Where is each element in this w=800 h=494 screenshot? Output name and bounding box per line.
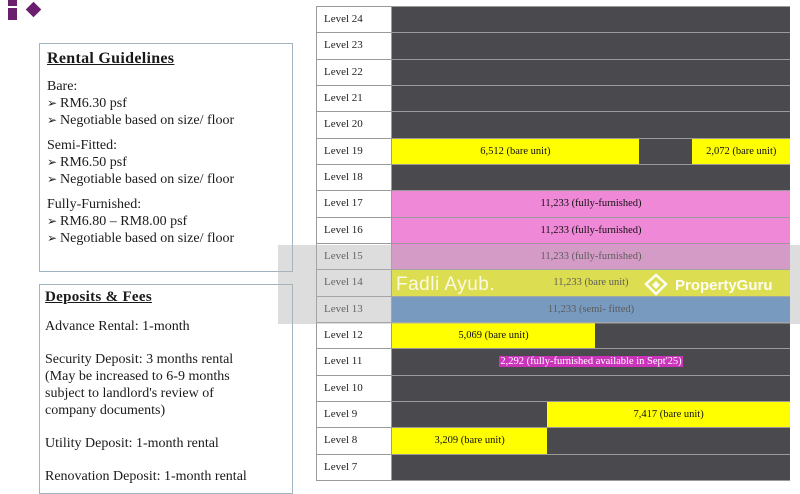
deposits-fees-list	[45, 318, 287, 485]
guideline-bullet-text: RM6.30 psf	[60, 96, 127, 111]
floor-row	[317, 455, 790, 481]
rental-guidelines-panel	[39, 43, 293, 272]
guideline-bullet-text: RM6.50 psf	[60, 155, 127, 170]
available-unit-segment	[692, 139, 790, 164]
unit-size-label: 7,417 (bare unit)	[633, 409, 704, 420]
guideline-bullet-text: Negotiable based on size/ floor	[60, 172, 235, 187]
floor-level-label: Level 9	[317, 402, 392, 427]
occupied-space-bar	[392, 165, 790, 190]
occupied-space-bar	[392, 7, 790, 32]
floor-level-label: Level 12	[317, 323, 392, 348]
guideline-bullet	[47, 95, 285, 112]
floor-row	[317, 165, 790, 191]
floor-level-label: Level 18	[317, 165, 392, 190]
floor-row	[317, 7, 790, 33]
floor-row	[317, 218, 790, 244]
unit-size-label: 2,292 (fully-furnished available in Sept'25)	[500, 356, 682, 368]
watermark-brand-label: PropertyGuru	[675, 276, 773, 294]
unit-size-label: 11,233 (fully-furnished)	[540, 224, 642, 236]
occupied-space-bar	[392, 112, 790, 137]
guideline-group-heading: Fully-Furnished:	[47, 197, 142, 212]
floor-row	[317, 60, 790, 86]
floor-row	[317, 112, 790, 138]
guideline-group-heading: Bare:	[47, 79, 78, 94]
unit-size-label: 2,072 (bare unit)	[706, 145, 777, 157]
floor-level-label: Level 14	[317, 270, 392, 295]
floor-row	[317, 376, 790, 402]
floor-level-label: Level 13	[317, 297, 392, 322]
available-unit-segment	[392, 323, 595, 348]
arrow-bullet-icon: ➢	[47, 155, 58, 169]
floor-row	[317, 402, 790, 428]
floor-level-label: Level 24	[317, 7, 392, 32]
arrow-bullet-icon: ➢	[47, 231, 58, 245]
floor-row	[317, 86, 790, 112]
floor-level-label: Level 20	[317, 112, 392, 137]
unit-size-label: 11,233 (bare unit)	[553, 277, 629, 289]
floor-row	[317, 349, 790, 375]
floor-level-label: Level 22	[317, 60, 392, 85]
floor-level-label: Level 10	[317, 376, 392, 401]
floor-level-label: Level 21	[317, 86, 392, 111]
available-unit-segment	[392, 244, 790, 269]
occupied-space-bar	[392, 455, 790, 480]
guideline-bullet	[47, 112, 285, 129]
occupied-space-bar	[392, 60, 790, 85]
watermark-brand	[643, 272, 773, 298]
floor-availability-table	[316, 6, 790, 481]
guideline-bullet	[47, 154, 285, 171]
floor-level-label: Level 8	[317, 428, 392, 453]
guideline-group	[47, 78, 285, 129]
floor-row	[317, 297, 790, 323]
floor-row	[317, 33, 790, 59]
occupied-space-bar	[392, 86, 790, 111]
unit-size-label: 6,512 (bare unit)	[480, 145, 551, 157]
floor-level-label: Level 7	[317, 455, 392, 480]
floor-level-label: Level 17	[317, 191, 392, 216]
unit-size-label: 5,069 (bare unit)	[458, 330, 529, 341]
guideline-bullet-text: Negotiable based on size/ floor	[60, 231, 235, 246]
guideline-bullet-text: RM6.80 – RM8.00 psf	[60, 214, 188, 229]
deposit-item: Security Deposit: 3 months rental (May be increased to 6-9 months subject to landlord's review of company documents)	[45, 352, 234, 418]
available-unit-segment	[392, 191, 790, 216]
guideline-bullet	[47, 171, 285, 188]
unit-size-label: 11,233 (fully-furnished)	[540, 251, 642, 262]
deposit-item: Utility Deposit: 1-month rental	[45, 436, 219, 451]
floor-row	[317, 139, 790, 165]
deposit-item: Renovation Deposit: 1-month rental	[45, 469, 247, 484]
rental-guidelines-list	[47, 78, 285, 247]
guideline-group-heading: Semi-Fitted:	[47, 138, 117, 153]
floor-row	[317, 244, 790, 270]
watermark-agent-name: Fadli Ayub.	[396, 274, 496, 295]
floor-row	[317, 428, 790, 454]
propertyguru-icon	[643, 272, 669, 298]
guideline-bullet	[47, 230, 285, 247]
occupied-space-bar	[392, 33, 790, 58]
available-unit-segment	[392, 428, 547, 453]
available-unit-segment	[392, 297, 790, 322]
arrow-bullet-icon: ➢	[47, 214, 58, 228]
guideline-group	[47, 137, 285, 188]
guideline-bullet	[47, 213, 285, 230]
floor-row	[317, 191, 790, 217]
floor-level-label: Level 23	[317, 33, 392, 58]
deposits-fees-title: Deposits & Fees	[45, 289, 152, 305]
guideline-bullet-text: Negotiable based on size/ floor	[60, 113, 235, 128]
arrow-bullet-icon: ➢	[47, 96, 58, 110]
unit-size-label: 3,209 (bare unit)	[434, 435, 505, 447]
deposit-item: Advance Rental: 1-month	[45, 319, 190, 334]
available-unit-segment	[392, 139, 639, 164]
floor-row	[317, 323, 790, 349]
deposits-fees-panel	[39, 284, 293, 494]
floor-level-label: Level 16	[317, 218, 392, 243]
available-unit-segment	[392, 218, 790, 243]
floor-level-label: Level 11	[317, 349, 392, 374]
floor-level-label: Level 19	[317, 139, 392, 164]
available-unit-segment	[547, 402, 790, 427]
rental-guidelines-title: Rental Guidelines	[47, 50, 175, 67]
company-logo	[6, 0, 46, 24]
arrow-bullet-icon: ➢	[47, 113, 58, 127]
guideline-group	[47, 196, 285, 247]
arrow-bullet-icon: ➢	[47, 172, 58, 186]
floor-level-label: Level 15	[317, 244, 392, 269]
occupied-space-bar	[392, 376, 790, 401]
unit-size-label: 11,233 (semi- fitted)	[547, 303, 635, 315]
available-unit-segment	[392, 349, 790, 374]
unit-size-label: 11,233 (fully-furnished)	[540, 198, 642, 210]
